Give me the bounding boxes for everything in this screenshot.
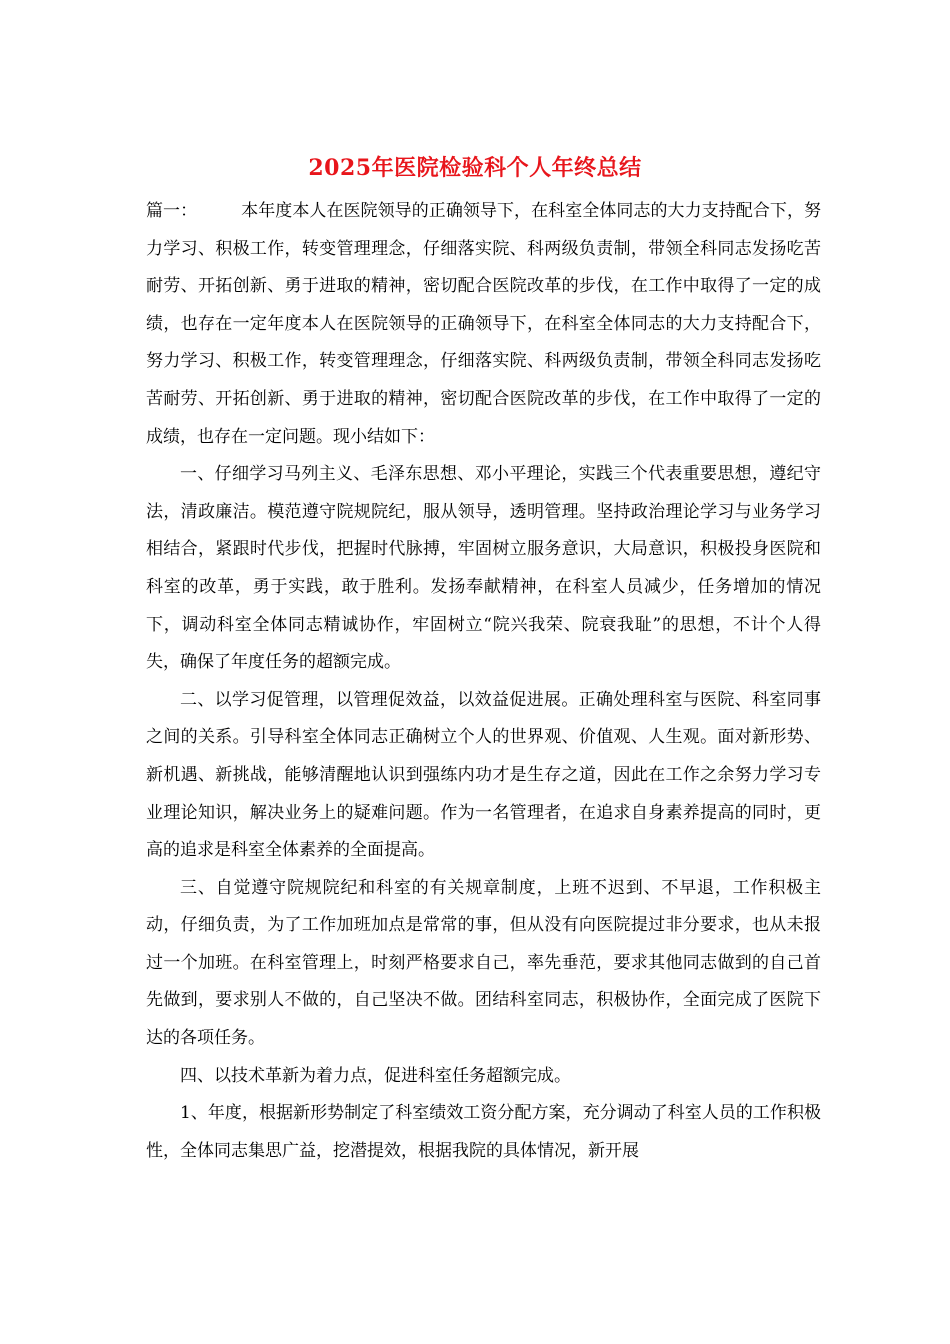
paragraph-text: 本年度本人在医院领导的正确领导下，在科室全体同志的大力支持配合下，努力学习、积极工作，转变管理理念，仔细落实院、科两级负责制，带领全科同志发扬吃苦耐劳、开拓创新、勇于进取的精神，密切配合医院改革的步伐，在工作中取得了一定的成绩，也存在一定年度本人在医院领导的正确领导下，在科室全体同志的大力支持配合下，努力学习、积极工作，转变管理理念，仔细落实院、科两级负责制，带领全科同志发扬吃苦耐劳、开拓创新、勇于进取的精神，密切配合医院改革的步伐，在工作中取得了一定的成绩，也存在一定问题。现小结如下：: [146, 201, 822, 447]
paragraph-3: 三、自觉遵守院规院纪和科室的有关规章制度，上班不迟到、不早退，工作积极主动，仔细负责，为了工作加班加点是常常的事，但从没有向医院提过非分要求，也从未报过一个加班。在科室管理上，时刻严格要求自己，率先垂范，要求其他同志做到的自己首先做到，要求别人不做的，自己坚决不做。团结科室同志，积极协作，全面完成了医院下达的各项任务。: [146, 877, 821, 1049]
paragraph-1: 一、仔细学习马列主义、毛泽东思想、邓小平理论，实践三个代表重要思想，遵纪守法，清政廉洁。模范遵守院规院纪，服从领导，透明管理。坚持政治理论学习与业务学习相结合，紧跟时代步伐，把握时代脉搏，牢固树立服务意识，大局意识，积极投身医院和科室的改革，勇于实践，敢于胜利。发扬奉献精神，在科室人员减少，任务增加的情况下，调动科室全体同志精诚协作，牢固树立“院兴我荣、院衰我耻”的思想，不计个人得失，确保了年度任务的超额完成。: [146, 464, 821, 673]
paragraph-2: 二、以学习促管理，以管理促效益，以效益促进展。正确处理科室与医院、科室同事之间的关系。引导科室全体同志正确树立个人的世界观、价值观、人生观。面对新形势、新机遇、新挑战，能够清醒地认识到强练内功才是生存之道，因此在工作之余努力学习专业理论知识，解决业务上的疑难问题。作为一名管理者，在追求自身素养提高的同时，更高的追求是科室全体素养的全面提高。: [146, 689, 821, 861]
paragraph-intro: [146, 193, 821, 456]
section-label: 篇一：: [146, 201, 198, 221]
paragraph-5: 1、年度，根据新形势制定了科室绩效工资分配方案，充分调动了科室人员的工作积极性，全体同志集思广益，挖潜提效，根据我院的具体情况，新开展: [146, 1103, 821, 1161]
document-title: 2025年医院检验科个人年终总结: [308, 155, 642, 181]
paragraph-4: 四、以技术革新为着力点，促进科室任务超额完成。: [180, 1065, 571, 1086]
document-body: [146, 193, 821, 1170]
